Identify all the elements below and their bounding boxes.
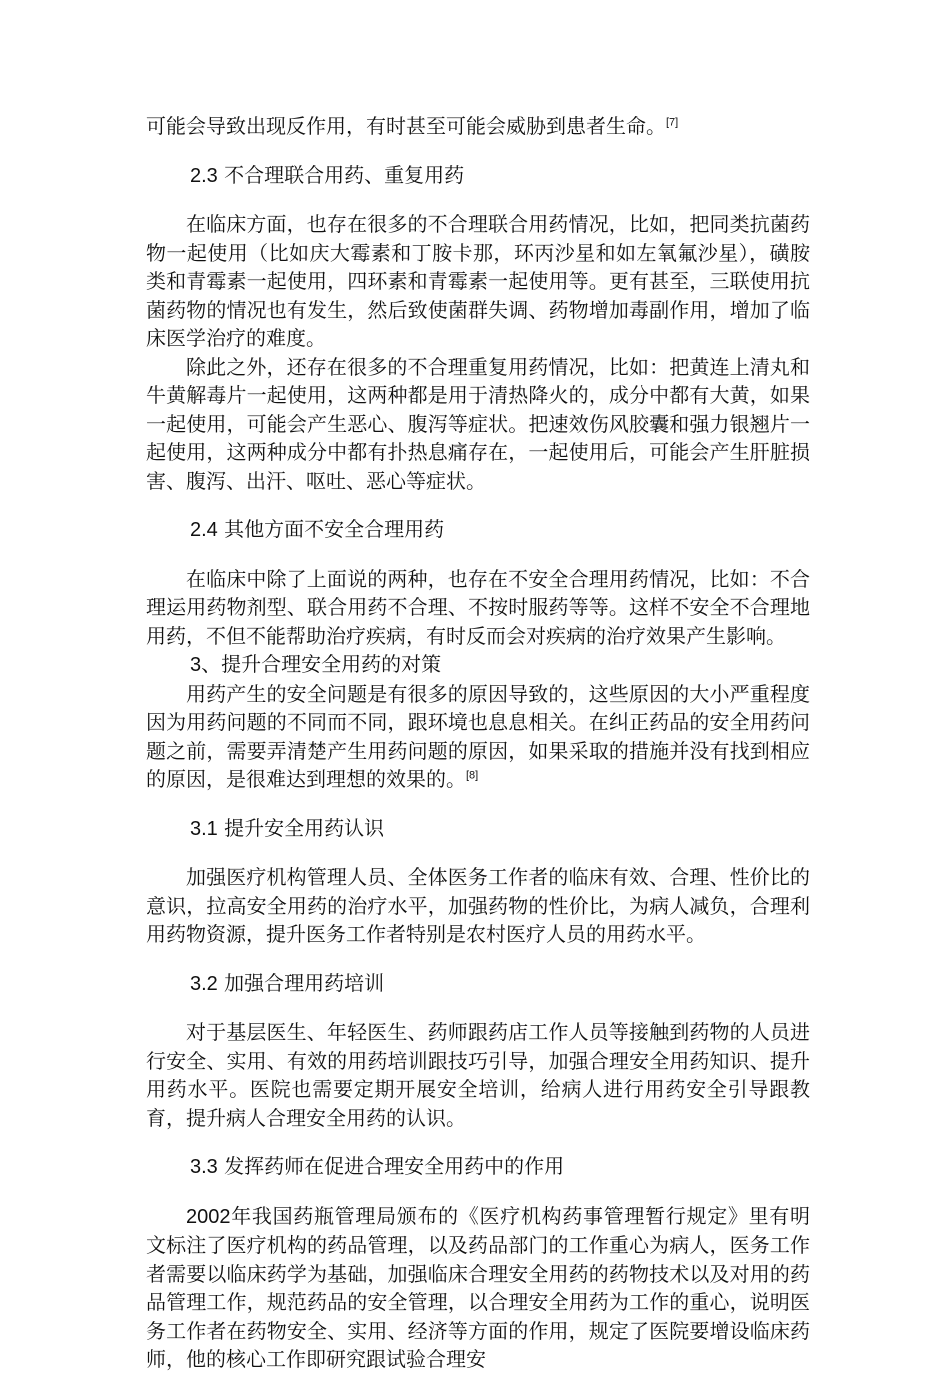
section-heading-3-2 bbox=[146, 969, 810, 999]
paragraph-duplicate-drugs: 除此之外，还存在很多的不合理重复用药情况，比如：把黄连上清丸和牛黄解毒片一起使用，这两种都是用于清热降火的，成分中都有大黄，如果一起使用，可能会产生恶心、腹泻等症状。把速效伤风胶囊和强力银翘片一起使用，这两种成分中都有扑热息痛存在，一起使用后，可能会产生肝脏损害、腹泻、出汗、呕吐、恶心等症状。 bbox=[146, 354, 810, 493]
section-heading-3-3 bbox=[146, 1152, 810, 1182]
heading-title: 不合理联合用药、重复用药 bbox=[224, 162, 465, 187]
paragraph-combined-drugs: 在临床方面，也存在很多的不合理联合用药情况，比如，把同类抗菌药物一起使用（比如庆大霉素和丁胺卡那，环丙沙星和如左氧氟沙星），磺胺类和青霉素一起使用，四环素和青霉素一起使用等。更有甚至，三联使用抗菌药物的情况也有发生，然后致使菌群失调、药物增加毒副作用，增加了临床医学治疗的难度。 bbox=[146, 212, 810, 350]
citation-ref: [8] bbox=[466, 769, 479, 782]
heading-number: 3、 bbox=[190, 654, 222, 676]
paragraph-other-unsafe: 在临床中除了上面说的两种，也存在不安全合理用药情况，比如：不合理运用药物剂型、联合用药不合理、不按时服药等等。这样不安全不合理地用药，不但不能帮助治疗疾病，有时反而会对疾病的治疗效果产生影响。 bbox=[146, 566, 810, 648]
section-heading-3 bbox=[146, 650, 810, 680]
heading-number: 2.4 bbox=[190, 519, 218, 541]
document-page bbox=[146, 112, 810, 1374]
heading-title: 提升合理安全用药的对策 bbox=[221, 652, 442, 676]
heading-title: 其他方面不安全合理用药 bbox=[224, 517, 445, 541]
heading-title: 发挥药师在促进合理安全用药中的作用 bbox=[224, 1154, 565, 1178]
paragraph-text: 可能会导致出现反作用，有时甚至可能会威胁到患者生命。 bbox=[146, 114, 666, 138]
paragraph-text: 用药产生的安全问题是有很多的原因导致的，这些原因的大小严重程度因为用药问题的不同而不同，跟环境也息息相关。在纠正药品的安全用药问题之前，需要弄清楚产生用药问题的原因，如果采取的措施并没有找到相应的原因，是很难达到理想的效果的。 bbox=[146, 681, 810, 791]
paragraph-training: 对于基层医生、年轻医生、药师跟药店工作人员等接触到药物的人员进行安全、实用、有效的用药培训跟技巧引导，加强合理安全用药知识、提升用药水平。医院也需要定期开展安全培训，给病人进行用药安全引导跟教育，提升病人合理安全用药的认识。 bbox=[146, 1020, 810, 1130]
heading-title: 提升安全用药认识 bbox=[224, 815, 385, 840]
paragraph-text: 年我国药瓶管理局颁布的《医疗机构药事管理暂行规定》里有明文标注了医疗机构的药品管理，以及药品部门的工作重心为病人，医务工作者需要以临床药学为基础，加强临床合理安全用药的药物技术以及对用的药品管理工作，规范药品的安全管理，以合理安全用药为工作的重心，说明医务工作者在药物安全、实用、经济等方面的作用，规定了医院要增设临床药师，他的核心工作即研究跟试验合理安 bbox=[146, 1203, 810, 1371]
heading-title: 加强合理用药培训 bbox=[224, 970, 385, 995]
heading-number: 3.1 bbox=[190, 817, 218, 840]
paragraph-pharmacist-role bbox=[146, 1202, 810, 1374]
year-text: 2002 bbox=[186, 1205, 231, 1228]
heading-number: 3.3 bbox=[190, 1156, 218, 1178]
heading-number: 2.3 bbox=[190, 164, 218, 187]
heading-number: 3.2 bbox=[190, 972, 218, 995]
section-heading-2-3 bbox=[146, 161, 810, 191]
section-heading-3-1 bbox=[146, 814, 810, 844]
citation-ref: [7] bbox=[666, 116, 679, 129]
section-heading-2-4 bbox=[146, 515, 810, 545]
paragraph-causes bbox=[146, 680, 810, 794]
paragraph-continuation bbox=[146, 112, 810, 141]
paragraph-awareness: 加强医疗机构管理人员、全体医务工作者的临床有效、合理、性价比的意识，拉高安全用药的治疗水平，加强药物的性价比，为病人减负，合理利用药物资源，提升医务工作者特别是农村医疗人员的用药水平。 bbox=[146, 865, 810, 946]
